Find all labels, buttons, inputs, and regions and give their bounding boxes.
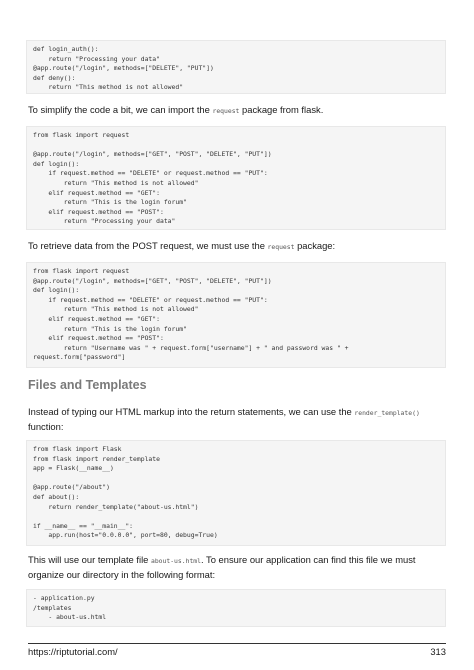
paragraph-text: function: <box>28 421 64 432</box>
paragraph-text: . To ensure our application can find this file we must organize our directory in the following format: <box>28 554 416 580</box>
inline-code: render_template() <box>354 409 420 417</box>
paragraph-text: package from flask. <box>239 104 324 115</box>
paragraph-text: package: <box>294 240 336 251</box>
section-heading: Files and Templates <box>28 378 147 392</box>
inline-code: about-us.html <box>150 557 201 565</box>
paragraph-text: This will use our template file <box>28 554 151 565</box>
paragraph-render-template <box>28 405 448 434</box>
footer-url-link[interactable]: https://riptutorial.com/ <box>28 646 118 657</box>
paragraph-retrieve-post <box>28 239 448 254</box>
code-block-login-methods: from flask import request @app.route("/login", methods=["GET", "POST", "DELETE", "PUT"]) def login(): if request.method == "DELETE" or request.method == "PUT": return "This method is not allowed" elif request.method == "GET": return "This is the login forum" elif request.method == "POST": return "Processing your data" <box>26 126 446 230</box>
code-block-directory: - application.py /templates - about-us.html <box>26 589 446 627</box>
footer-divider <box>28 643 446 644</box>
paragraph-template-file <box>28 553 448 582</box>
code-block-login-form: from flask import request @app.route("/login", methods=["GET", "POST", "DELETE", "PUT"]) def login(): if request.method == "DELETE" or request.method == "PUT": return "This method is not allowed" elif request.method == "GET": return "This is the login forum" elif request.method == "POST": return "Username was " + request.form["username"] + " and password was " + request.form["password"] <box>26 262 446 368</box>
paragraph-text: Instead of typing our HTML markup into the return statements, we can use the <box>28 406 355 417</box>
inline-code: request <box>267 243 295 251</box>
code-block-login-auth: def login_auth(): return "Processing your data" @app.route("/login", methods=["DELETE", "PUT"]) def deny(): return "This method is not allowed" <box>26 40 446 94</box>
inline-code: request <box>212 107 240 115</box>
paragraph-text: To simplify the code a bit, we can import the <box>28 104 213 115</box>
page-number: 313 <box>430 646 446 657</box>
code-block-render-template: from flask import Flask from flask import render_template app = Flask(__name__) @app.route("/about") def about(): return render_template("about-us.html") if __name__ == "__main__": app.run(host="0.0.0.0", port=80, debug=True) <box>26 440 446 546</box>
paragraph-simplify-import <box>28 103 448 118</box>
paragraph-text: To retrieve data from the POST request, we must use the <box>28 240 268 251</box>
